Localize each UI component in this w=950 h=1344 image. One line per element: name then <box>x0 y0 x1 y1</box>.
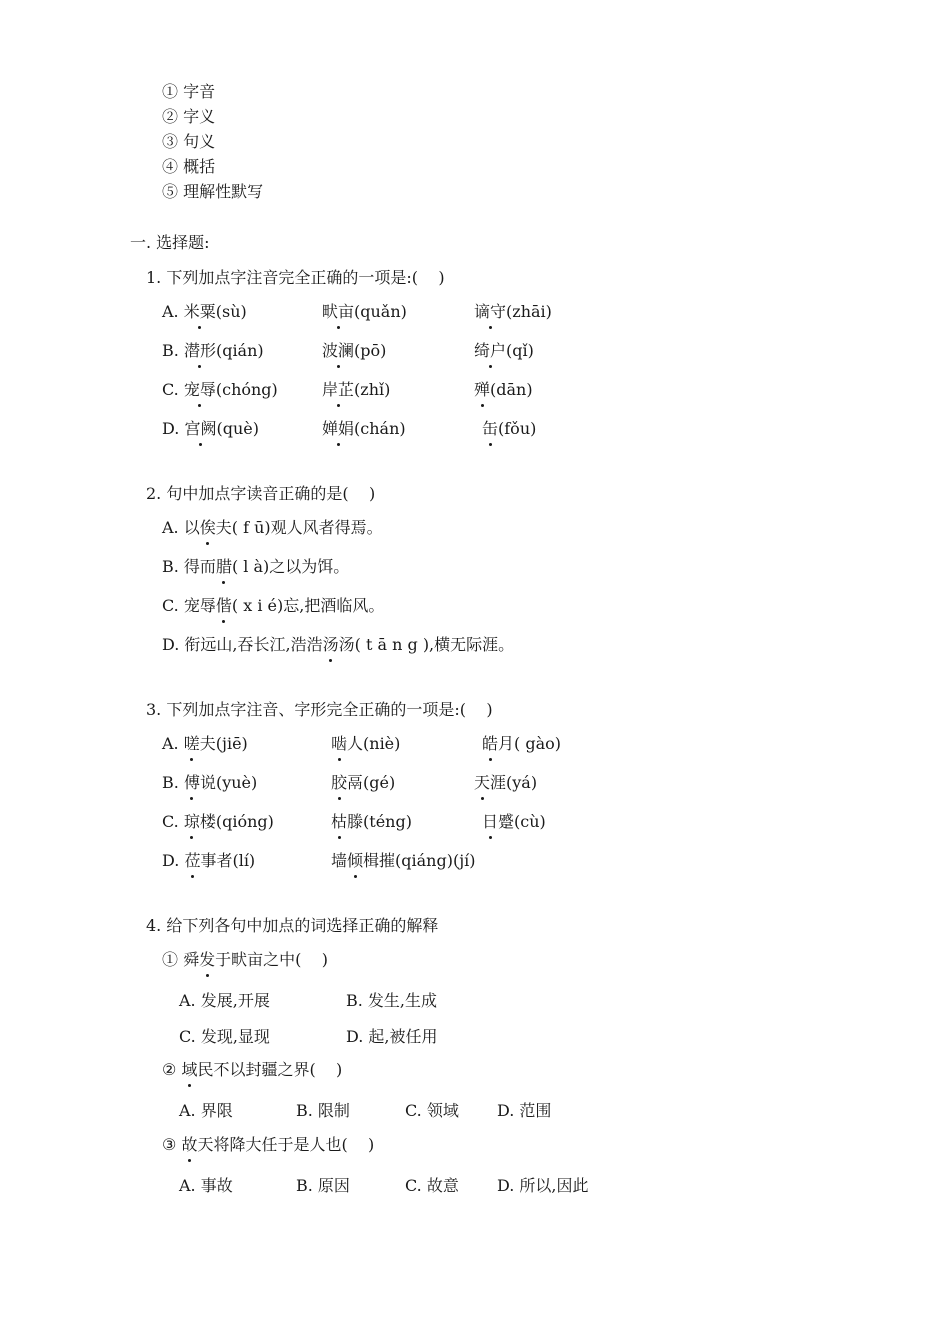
q1-option: 缶(fǒu) <box>482 419 537 438</box>
question-2-stem: 2. 句中加点字读音正确的是( ) <box>146 484 376 503</box>
q1-option: 婵娟(chán) <box>322 419 406 438</box>
q4-choice: D. 起,被任用 <box>346 1027 438 1046</box>
q1-option: B. 潜形(qián) <box>162 341 264 360</box>
q4-choice: A. 界限 <box>179 1101 233 1120</box>
q3-option: 啮人(niè) <box>331 734 401 753</box>
q1-option: 波澜(pō) <box>322 341 387 360</box>
q3-option: 墙倾楫摧(qiáng)(jí) <box>331 851 476 870</box>
q1-option: C. 宠辱(chóng) <box>162 380 278 399</box>
q4-choice: B. 限制 <box>296 1101 350 1120</box>
outline-item: ④ 概括 <box>162 157 216 176</box>
q4-choice: D. 所以,因此 <box>497 1176 589 1195</box>
q2-option: C. 宠辱偕( x i é)忘,把酒临风。 <box>162 596 385 615</box>
outline-item: ② 字义 <box>162 107 216 126</box>
q4-choice: B. 发生,生成 <box>346 991 438 1010</box>
question-4-stem: 4. 给下列各句中加点的词选择正确的解释 <box>146 916 439 935</box>
q4-choice: B. 原因 <box>296 1176 350 1195</box>
q4-choice: A. 发展,开展 <box>179 991 270 1010</box>
outline-item: ③ 句义 <box>162 132 216 151</box>
q3-option: A. 嗟夫(jiē) <box>162 734 248 753</box>
q4-choice: C. 发现,显现 <box>179 1027 270 1046</box>
q2-option: D. 衔远山,吞长江,浩浩汤汤( t ā n g ),横无际涯。 <box>162 635 515 654</box>
q4-sub-question: ② 域民不以封疆之界( ) <box>162 1060 343 1079</box>
q4-sub-question: ① 舜发于畎亩之中( ) <box>162 950 328 969</box>
q3-option: 天涯(yá) <box>474 773 538 792</box>
q3-option: C. 琼楼(qióng) <box>162 812 274 831</box>
q2-option: B. 得而腊( l à)之以为饵。 <box>162 557 350 576</box>
q4-sub-question: ③ 故天将降大任于是人也( ) <box>162 1135 375 1154</box>
outline-item: ① 字音 <box>162 82 216 101</box>
q1-option: 谪守(zhāi) <box>474 302 552 321</box>
question-3-stem: 3. 下列加点字注音、字形完全正确的一项是:( ) <box>146 700 493 719</box>
q4-choice: C. 故意 <box>405 1176 459 1195</box>
q1-option: 绮户(qǐ) <box>474 341 534 360</box>
q3-option: D. 莅事者(lí) <box>162 851 256 870</box>
q2-option: A. 以俟夫( f ū)观人风者得焉。 <box>162 518 383 537</box>
q4-choice: A. 事故 <box>179 1176 233 1195</box>
q3-option: 胶鬲(gé) <box>331 773 396 792</box>
q1-option: A. 米粟(sù) <box>162 302 247 321</box>
q3-option: 皓月( gào) <box>482 734 562 753</box>
question-1-stem: 1. 下列加点字注音完全正确的一项是:( ) <box>146 268 445 287</box>
q1-option: 畎亩(quǎn) <box>322 302 407 321</box>
q3-option: 日蹙(cù) <box>482 812 546 831</box>
q3-option: 枯滕(téng) <box>331 812 412 831</box>
q1-option: 殚(dān) <box>474 380 533 399</box>
outline-item: ⑤ 理解性默写 <box>162 182 264 201</box>
q3-option: B. 傅说(yuè) <box>162 773 258 792</box>
q1-option: D. 宫阙(què) <box>162 419 259 438</box>
section-heading: 一. 选择题: <box>130 233 210 252</box>
q4-choice: D. 范围 <box>497 1101 552 1120</box>
q1-option: 岸芷(zhǐ) <box>322 380 391 399</box>
q4-choice: C. 领域 <box>405 1101 459 1120</box>
